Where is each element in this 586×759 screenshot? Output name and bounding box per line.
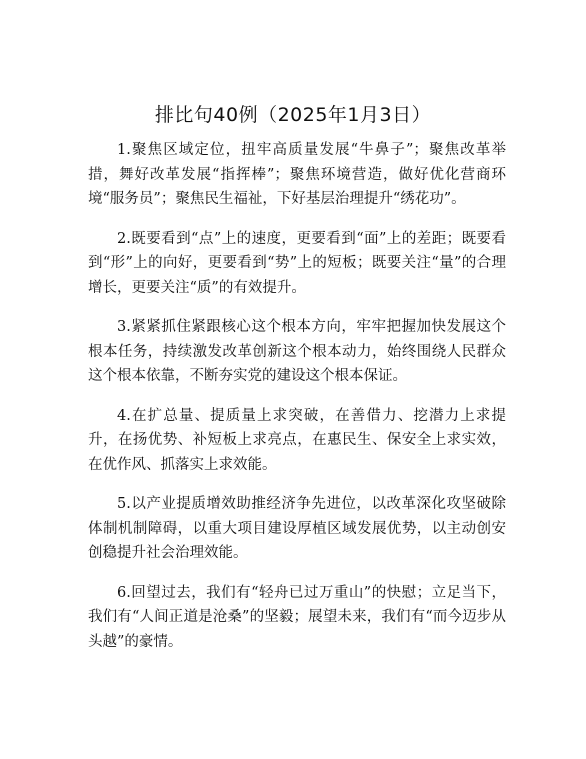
paragraph-3: 3.紧紧抓住紧跟核心这个根本方向，牢牢把握加快发展这个根本任务，持续激发改革创新这个根本动力，始终围绕人民群众这个根本依靠，不断夯实党的建设这个根本保证。	[88, 319, 506, 384]
paragraph-1: 1.聚焦区域定位，扭牢高质量发展“牛鼻子”；聚焦改革举措，舞好改革发展“指挥棒”；聚焦环境营造，做好优化营商环境“服务员”；聚焦民生福祉，下好基层治理提升“绣花功”。	[88, 142, 506, 207]
paragraph-6: 6.回望过去，我们有“轻舟已过万重山”的快慰；立足当下，我们有“人间正道是沧桑”的坚毅；展望未来，我们有“而今迈步从头越”的豪情。	[88, 584, 506, 650]
document-title: 排比句40例（2025年1月3日）	[154, 104, 432, 126]
paragraph-4: 4.在扩总量、提质量上求突破，在善借力、挖潜力上求提升，在扬优势、补短板上求亮点，在惠民生、保安全上求实效，在优作风、抓落实上求效能。	[88, 407, 506, 473]
document-body	[88, 138, 506, 669]
paragraph-2: 2.既要看到“点”上的速度，更要看到“面”上的差距；既要看到“形”上的向好，更要看到“势”上的短板；既要关注“量”的合理增长，更要关注“质”的有效提升。	[88, 230, 506, 296]
paragraph-5: 5.以产业提质增效助推经济争先进位，以改革深化攻坚破除体制机制障碍，以重大项目建设厚植区域发展优势，以主动创安创稳提升社会治理效能。	[88, 496, 506, 561]
